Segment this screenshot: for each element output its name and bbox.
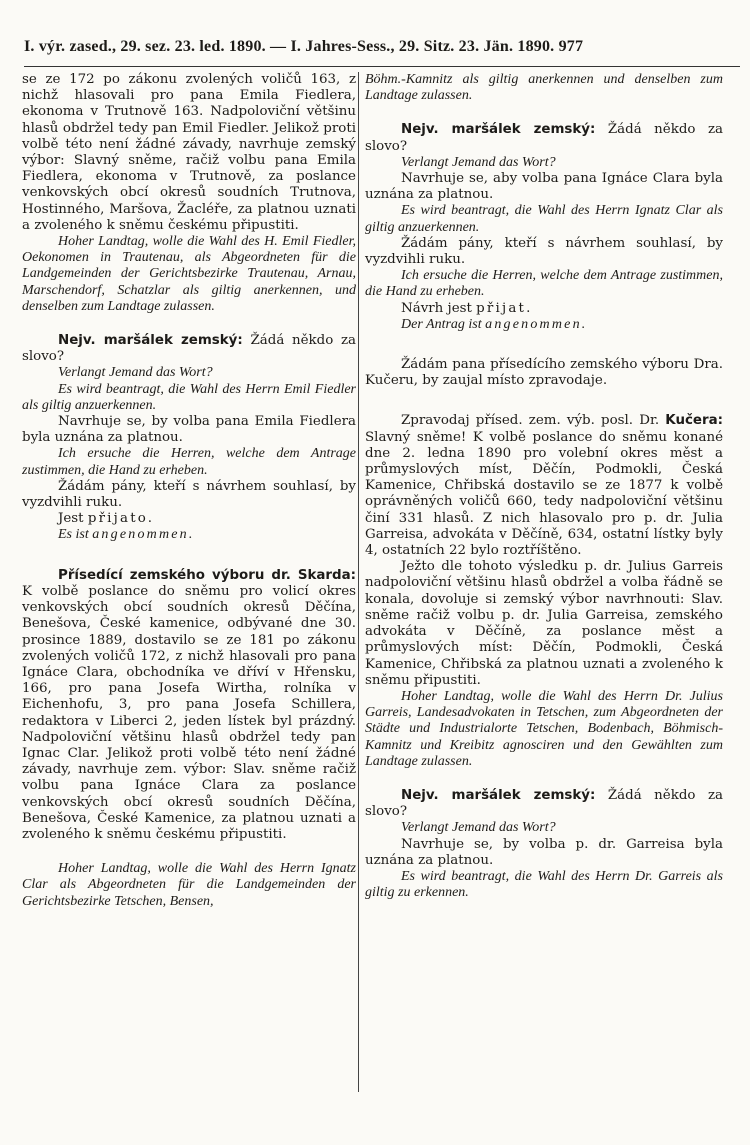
german-line: Verlangt Jemand das Wort? xyxy=(401,154,556,170)
result-word: angenommen. xyxy=(485,316,588,332)
speech-text: Žádá někdo za slovo? xyxy=(22,333,357,365)
german-paragraph: Böhm.-Kamnitz als giltig anerkennen und denselben zum Landtage zulassen. xyxy=(365,72,723,104)
speaker-block xyxy=(22,333,356,365)
paragraph: se ze 172 po zákonu zvolených voličů 163, z nichž hlasovali pro pana Emila Fiedlera, ekonoma v Trutnově 163. Nadpoloviční většinu hlasů obdržel tedy pan Emil Fiedler. Jelikož proti volbě této není žádné závady, navrhuje zemský výbor: Slavný sněme, račiž volbu pana Emila Fiedlera, ekonoma v Trutnově, za poslance venkovských obcí okresů soudních Trutnova, Hostinného, Maršova, Žacléře, za platnou uznati a zvoleného k sněmu českému připustiti. xyxy=(22,72,356,233)
paragraph: Žádám pana přísedícího zemského výboru Dra. Kučeru, by zaujal místo zpravodaje. xyxy=(365,357,723,389)
czech-line: Žádám pány, kteří s návrhem souhlasí, by vyzdvihli ruku. xyxy=(22,478,356,511)
german-paragraph: Hoher Landtag, wolle die Wahl des Herrn Ignatz Clar als Abgeordneten für die Landgemeinden der Gerichtsbezirke Tetschen, Bensen, xyxy=(22,861,356,909)
speaker-block xyxy=(365,788,723,820)
speech-text: Žádá někdo za slovo? xyxy=(365,787,724,820)
german-line: Verlangt Jemand das Wort? xyxy=(58,365,213,381)
german-line: Es wird beantragt, die Wahl des Herrn Ignatz Clar als giltig anzuerkennen. xyxy=(365,203,723,235)
czech-line: Navrhuje se, by volba pana Emila Fiedlera byla uznána za platnou. xyxy=(22,414,356,446)
result-line xyxy=(365,301,723,317)
speech-text: Slavný sněme! K volbě poslance do sněmu konané dne 2. ledna 1890 pro volební okres měst a průmyslových míst, Děčín, Podmokli, Česká Kamenice, Chřibská dostavilo se ze 1877 k volbě oprávněných voličů 660, tedy nadpoloviční většinu činí 331 hlasů. Z nich hlasovalo pro p. dr. Julia Garreisa, advokáta v Děčíně, 634, ostatní lístky byly 4, ostatních 22 bylo roztříštěno. xyxy=(365,429,723,559)
german-line: Ich ersuche die Herren, welche dem Antrage zustimmen, die Hand zu erheben. xyxy=(365,268,723,300)
czech-line: Navrhuje se, aby volba pana Ignáce Clara byla uznána za platnou. xyxy=(365,171,723,203)
german-line: Ich ersuche die Herren, welche dem Antrage zustimmen, die Hand zu erheben. xyxy=(22,446,356,478)
result-line-de xyxy=(22,527,356,543)
result-word: angenommen. xyxy=(92,527,195,543)
result-word: přijat. xyxy=(476,300,533,316)
result-prefix: Jest xyxy=(58,511,88,527)
speaker-name: Přísedící zemského výboru dr. Skarda: xyxy=(58,567,356,583)
header-rule xyxy=(24,66,740,67)
left-column xyxy=(22,72,356,910)
speech-text: K volbě poslance do sněmu pro volicí okres venkovských obcí soudních okresů Děčína, Benešova, České kamenice, odbývané dne 30. prosince 1889, dostavilo se ze 181 po zákonu zvolených voličů 172, z nichž hlasovali pro pana Ignáce Clara, obchodníka ve dříví v Hřensku, 166, pro pana Josefa Wirtha, rolníka v Eichenhofu, 3, pro pana Josefa Schillera, redaktora v Liberci 2, jeden lístek byl prázdný. Nadpoloviční většinu hlasů obdržel tedy pan Ignac Clar. Jelikož proti volbě této není žádné závady, navrhuje zem. výbor: Slav. sněme račiž volbu pana Ignáce Clara za poslance venkovských obcí okresů soudních Děčína, Benešova, České Kamenice, za platnou uznati a zvoleného k sněmu českému připustiti. xyxy=(22,583,356,842)
page-header: I. výr. zased., 29. sez. 23. led. 1890. — I. Jahres-Sess., 29. Sitz. 23. Jän. 1890. 977 xyxy=(24,38,584,55)
speaker-name: Nejv. maršálek zemský: xyxy=(58,333,243,349)
result-word: přijato. xyxy=(87,511,155,527)
german-line: Es wird beantragt, die Wahl des Herrn Emil Fiedler als giltig anzuerkennen. xyxy=(22,381,356,413)
speaker-name: Nejv. maršálek zemský: xyxy=(401,787,596,803)
speaker-block xyxy=(22,568,356,843)
column-divider xyxy=(358,72,359,1092)
paragraph: Ježto dle tohoto výsledku p. dr. Julius Garreis nadpoloviční většinu hlasů obdržel a volba řádně se konala, dovoluje si zemský výbor navrhnouti: Slav. sněme račiž volbu p. dr. Julia Garreisa, zemského advokáta v Děčíně, za poslance měst a průmyslových míst: Děčín, Podmokli, Česká Kamenice, Chřibská za platnou uznati a zvoleného k sněmu připustiti. xyxy=(365,559,723,688)
czech-line: Žádám pány, kteří s návrhem souhlasí, by vyzdvihli ruku. xyxy=(365,235,723,268)
speaker-name: Kučera: xyxy=(665,413,723,429)
speaker-block xyxy=(365,413,723,559)
speech-text: Žádá někdo za slovo? xyxy=(365,122,724,154)
german-line: Verlangt Jemand das Wort? xyxy=(401,820,556,836)
result-prefix: Návrh jest xyxy=(401,300,477,316)
german-paragraph: Hoher Landtag, wolle die Wahl des Herrn Dr. Julius Garreis, Landesadvokaten in Tetschen, zum Abgeordneten der Städte und Industrialorte Tetschen, Bodenbach, Böhmisch-Kamnitz und Kreibitz agnosciren und den Gewählten zum Landtage zulassen. xyxy=(365,688,723,769)
right-column xyxy=(365,72,723,901)
german-line: Es wird beantragt, die Wahl des Herrn Dr. Garreis als giltig zu erkennen. xyxy=(365,868,723,901)
speaker-name: Nejv. maršálek zemský: xyxy=(401,122,596,138)
result-prefix: Es ist xyxy=(58,527,93,543)
result-line xyxy=(22,511,356,527)
result-line-de xyxy=(365,317,723,333)
speaker-block xyxy=(365,122,723,154)
czech-line: Navrhuje se, by volba p. dr. Garreisa byla uznána za platnou. xyxy=(365,836,723,868)
speaker-prefix: Zpravodaj přísed. zem. výb. posl. Dr. xyxy=(401,413,666,429)
result-prefix: Der Antrag ist xyxy=(401,316,486,332)
german-paragraph: Hoher Landtag, wolle die Wahl des H. Emil Fiedler, Oekonomen in Trautenau, als Abgeordneten für die Landgemeinden der Gerichtsbezirke Trautenau, Arnau, Marschendorf, Schatzlar als giltig anerkennen, und denselben zum Landtage zulassen. xyxy=(22,234,356,314)
